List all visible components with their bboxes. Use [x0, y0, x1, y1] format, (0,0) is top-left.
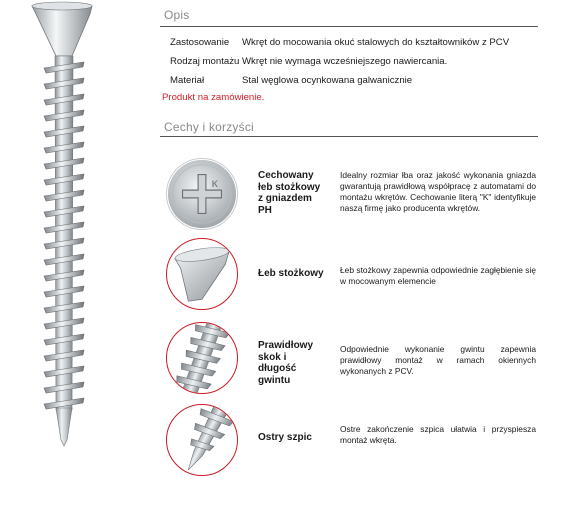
description-section-title: Opis: [164, 8, 190, 22]
spec-label: Zastosowanie: [170, 37, 230, 48]
feature-name: Prawidłowy skok i długość gwintu: [258, 340, 314, 386]
feature-item: [166, 154, 542, 238]
svg-text:K: K: [211, 179, 219, 190]
feature-description: Idealny rozmiar łba oraz jakość wykonania gniazda gwarantują prawidłową współpracę z automatami do montażu wkrętów. Cechowanie literą "K" identyfikuje naszą firmę jako producenta wkrętów.: [340, 170, 536, 213]
spec-value: Stal węglowa ocynkowana galwanicznie: [242, 75, 413, 86]
feature-name: Łeb stożkowy: [258, 268, 324, 279]
spec-label: Materiał: [170, 75, 205, 86]
features-section-title: Cechy i korzyści: [164, 120, 254, 134]
feature-item: [166, 322, 542, 402]
product-screw-image: [26, 0, 106, 448]
description-divider: [160, 26, 538, 27]
spec-value: Wkręt nie wymaga wcześniejszego nawiercania.: [242, 56, 448, 67]
feature-item: [166, 404, 542, 484]
feature-name: Cechowany łeb stożkowy z gniazdem PH: [258, 170, 321, 216]
screw-head-ph-icon: [166, 158, 238, 230]
feature-item: [166, 238, 542, 318]
feature-description: Odpowiednie wykonanie gwintu zapewnia prawidłowy montaż w ramach okiennych wykonanych z PCV.: [340, 344, 536, 376]
sharp-tip-icon: [166, 404, 238, 476]
spec-label: Rodzaj montażu: [170, 56, 240, 67]
feature-name: Ostry szpic: [258, 432, 312, 443]
countersunk-head-icon: [166, 238, 238, 310]
features-divider: [160, 136, 538, 137]
order-note: Produkt na zamówienie.: [162, 92, 265, 103]
spec-value: Wkręt do mocowania okuć stalowych do kształtowników z PCV: [242, 37, 510, 48]
feature-description: Ostre zakończenie szpica ułatwia i przyspiesza montaż wkręta.: [340, 424, 536, 445]
thread-icon: [166, 322, 238, 394]
feature-description: Łeb stożkowy zapewnia odpowiednie zagłębienie się w mocowanym elemencie: [340, 265, 536, 286]
